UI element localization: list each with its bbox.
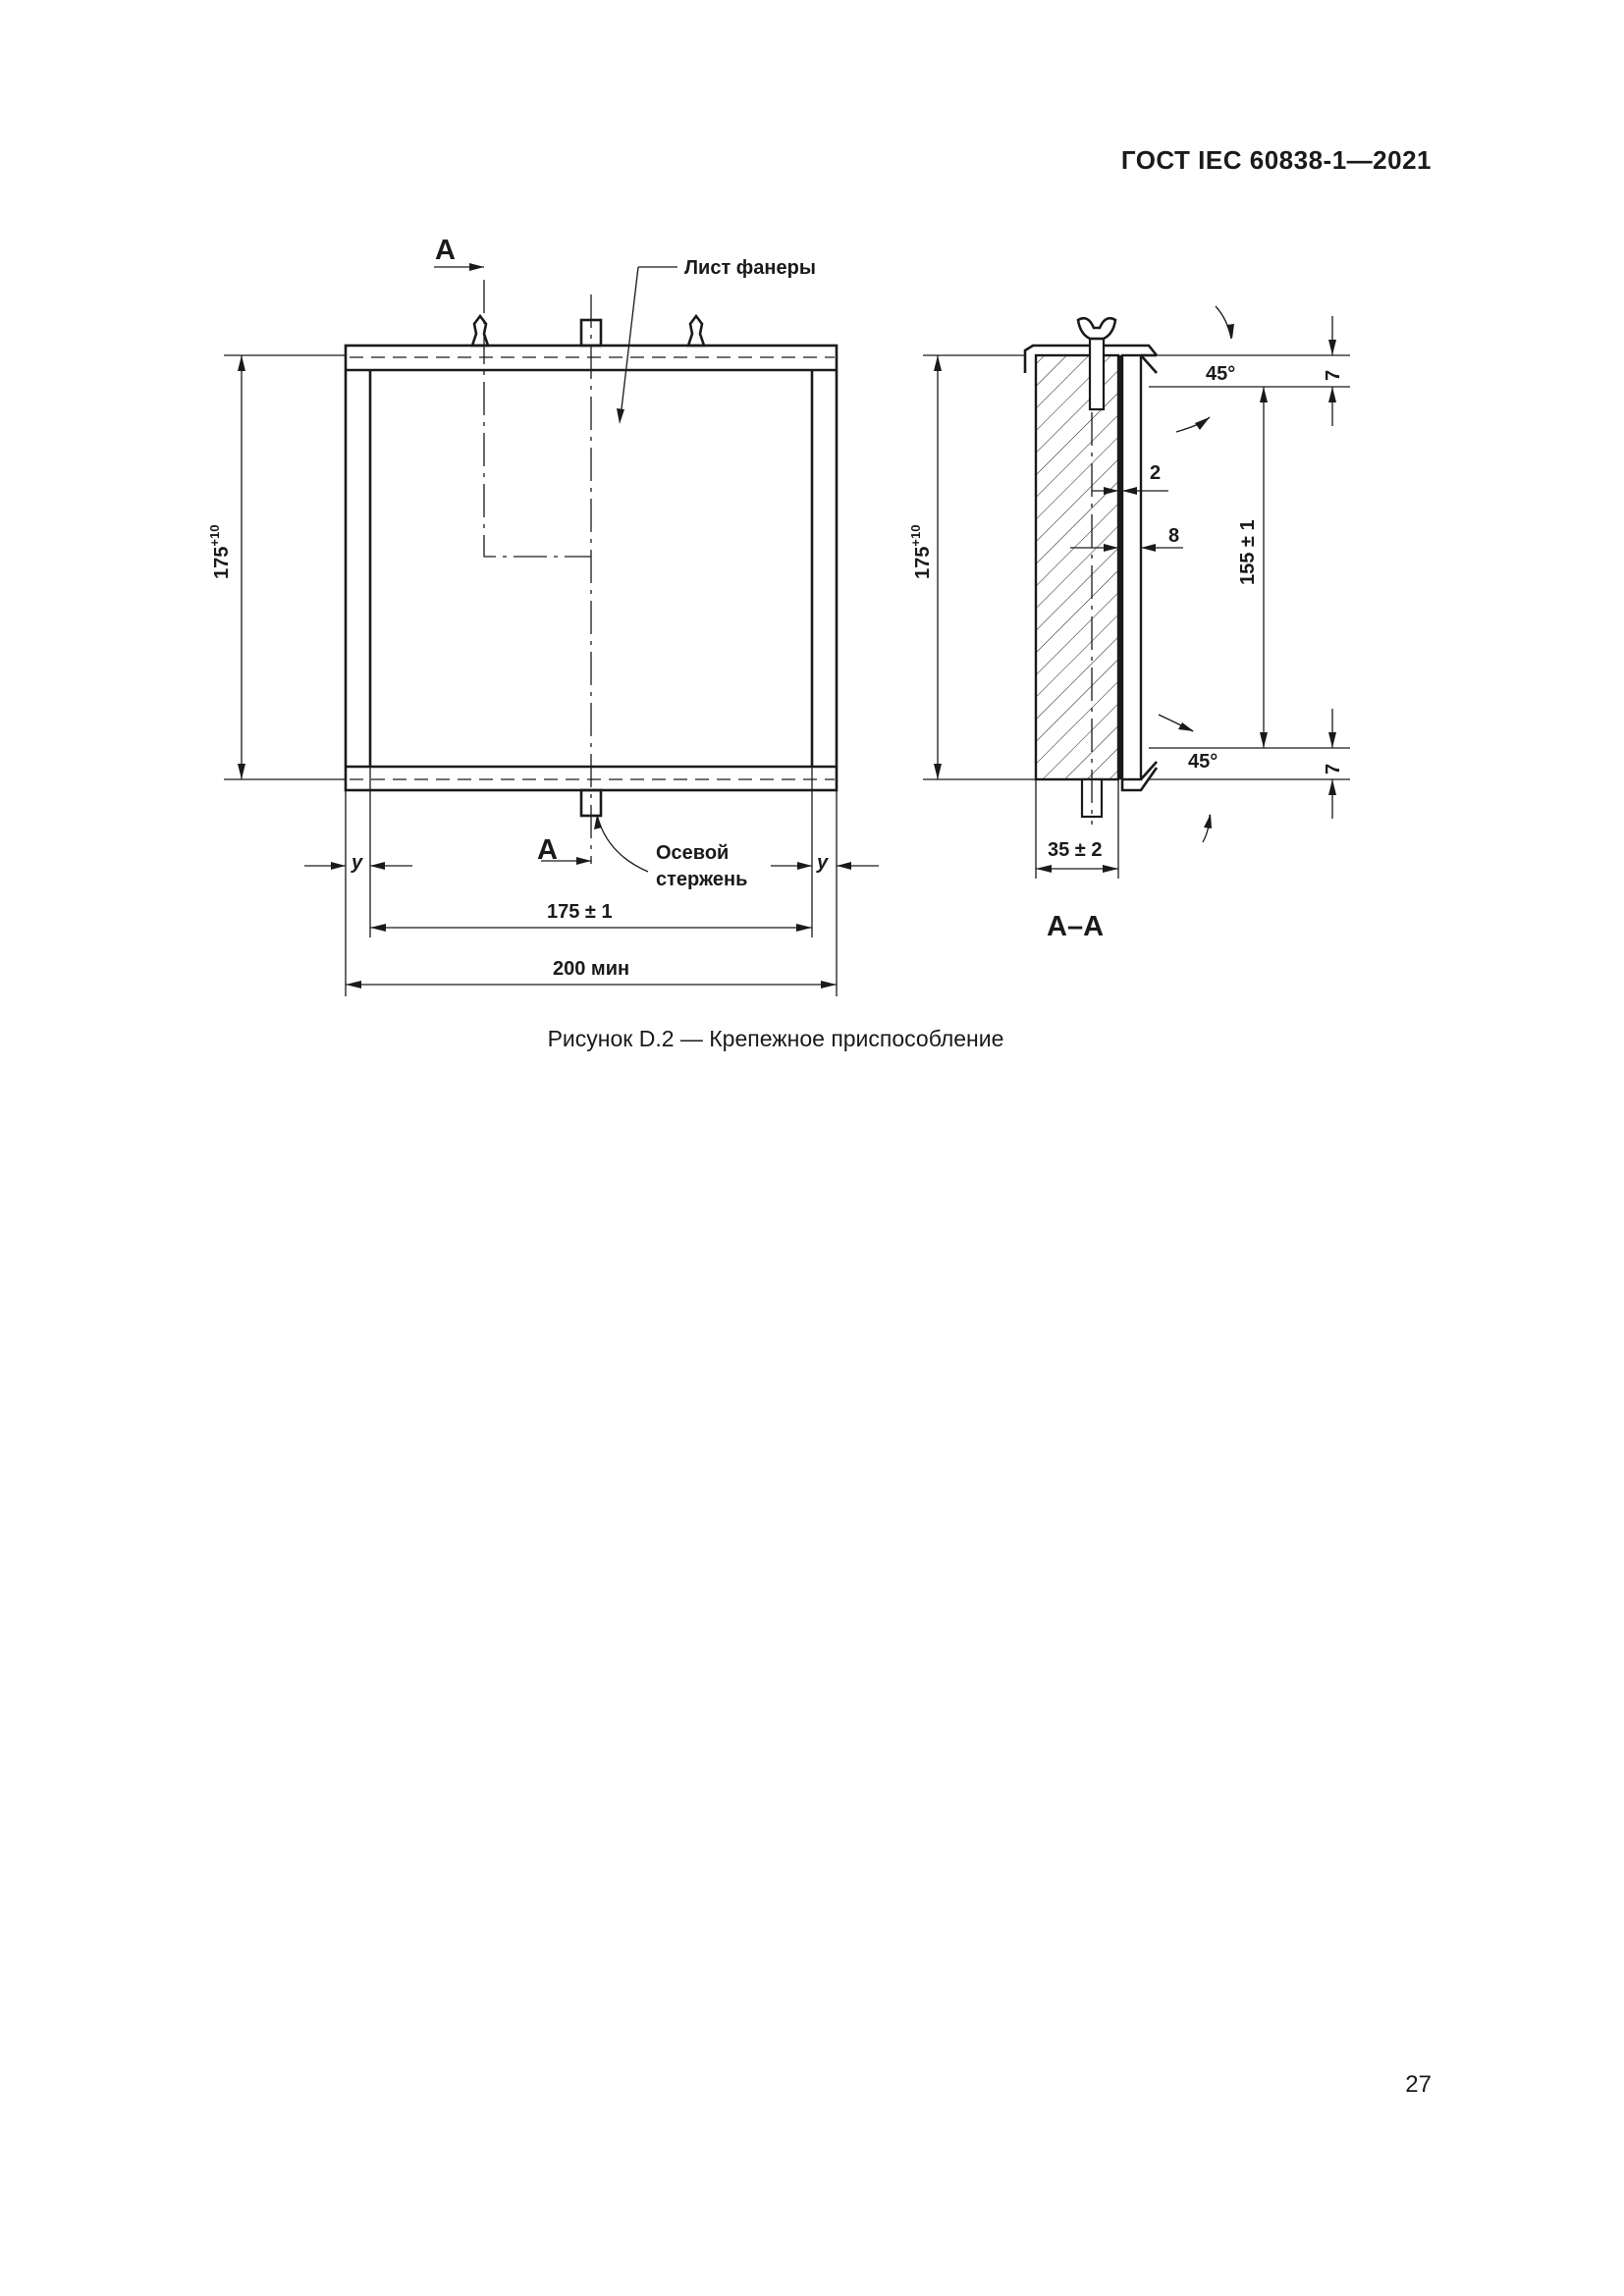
wing-nut-right [688, 316, 704, 346]
dim-7-bottom: 7 [1323, 763, 1344, 774]
outer-width-dim: 200 мин [553, 958, 630, 980]
gap-label-right: y [817, 852, 829, 874]
wing-screw [1078, 318, 1115, 339]
dim-8: 8 [1168, 525, 1180, 547]
dim-7-top: 7 [1323, 369, 1344, 381]
section-mark-bottom: А [537, 834, 558, 866]
axial-rod-label-2: стержень [656, 869, 748, 890]
angle-bottom: 45° [1188, 751, 1218, 773]
front-view [207, 235, 879, 996]
wing-nut-left [472, 316, 488, 346]
dim-2: 2 [1150, 462, 1162, 484]
inner-width-dim: 175 ± 1 [547, 901, 613, 923]
section-title: А–А [1047, 911, 1105, 942]
dim-155: 155 ± 1 [1237, 519, 1259, 585]
section-view [908, 306, 1350, 942]
fixture-drawing [0, 0, 1624, 1021]
page-number: 27 [1405, 2071, 1432, 2098]
height-dim-section: $175^{+10}$ [908, 524, 934, 579]
document-header: ГОСТ IEC 60838-1—2021 [1120, 145, 1432, 175]
angle-top: 45° [1206, 363, 1236, 385]
height-dim-left: $175^{+10}$ [207, 524, 233, 579]
gap-label-left: y [352, 852, 363, 874]
plywood-label: Лист фанеры [684, 257, 816, 279]
dim-35: 35 ± 2 [1048, 839, 1103, 861]
section-mark-top: А [435, 235, 456, 266]
axial-rod-label-1: Осевой [656, 842, 730, 864]
figure-caption: Рисунок D.2 — Крепежное приспособление [547, 1026, 1004, 1051]
plywood-section [1036, 355, 1118, 779]
